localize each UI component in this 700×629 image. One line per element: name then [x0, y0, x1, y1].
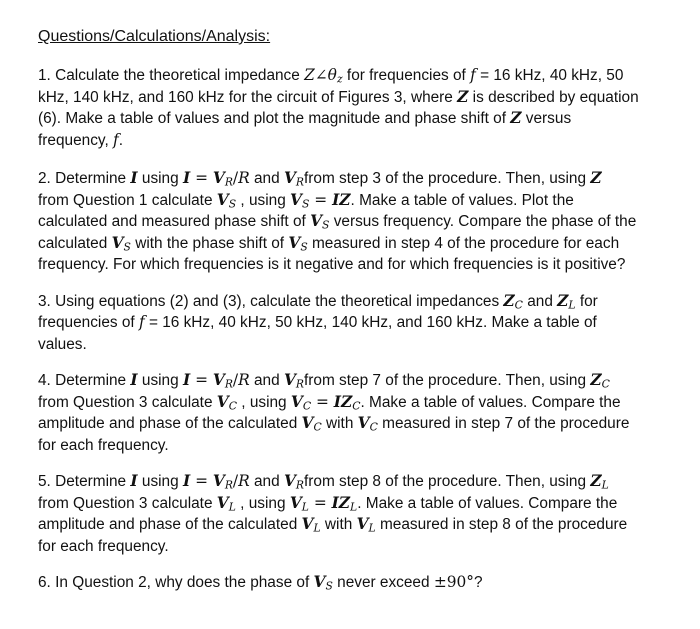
question-number: 1.: [38, 67, 51, 84]
question-number: 4.: [38, 372, 51, 389]
question-line: from Question 3 calculate $V_L$ , using $V_L = IZ_L$. Make a table of values. Compare the: [38, 493, 618, 514]
question-line: kHz, 140 kHz, and 160 kHz for the circuit of Figures 3, where Z is described by equation: [38, 87, 639, 106]
section-heading: Questions/Calculations/Analysis:: [38, 28, 271, 45]
question-number: 5.: [38, 473, 51, 490]
question-line: 3. Using equations (2) and (3), calculate the theoretical impedances $Z_C$ and $Z_L$ for: [38, 291, 598, 312]
question-line: (6). Make a table of values and plot the magnitude and phase shift of Z versus: [38, 109, 572, 127]
question-line: 1. Calculate the theoretical impedance $Z\angle\theta_z$ for frequencies of f = 16 kHz, 40 kHz, 50: [38, 66, 624, 86]
question-line: calculated and measured phase shift of $V_S$ versus frequency. Compare the phase of the: [38, 212, 637, 232]
question-line: frequency. For which frequencies is it negative and for which frequencies is it positive?: [38, 256, 626, 273]
question-1: [38, 65, 678, 151]
question-line: amplitude and phase of the calculated $V_L$ with $V_L$ measured in step 8 of the procedure: [38, 515, 628, 535]
question-line: for each frequency.: [38, 436, 169, 454]
question-number: 6.: [38, 574, 51, 591]
question-line: from Question 3 calculate $V_C$ , using $V_C = IZ_C$. Make a table of values. Compare the: [38, 392, 621, 413]
question-3: [38, 291, 678, 356]
question-line: for each frequency.: [38, 537, 169, 555]
question-line: amplitude and phase of the calculated $V_C$ with $V_C$ measured in step 7 of the procedure: [38, 414, 630, 434]
question-5: [38, 471, 678, 557]
question-line: calculated $V_S$ with the phase shift of $V_S$ measured in step 4 of the procedure for each: [38, 233, 620, 254]
question-line: 6. In Question 2, why does the phase of $V_S$ never exceed ±90°?: [38, 573, 483, 593]
question-4: [38, 370, 678, 456]
question-line: frequencies of f = 16 kHz, 40 kHz, 50 kHz, 140 kHz, and 160 kHz. Make a table of: [38, 313, 597, 331]
question-2: [38, 168, 678, 276]
question-line: 4. Determine I using $I = V_R/R$ and $V_Rfrom$ step 7 of the procedure. Then, using $Z_C$: [38, 371, 610, 391]
question-line: frequency, f.: [38, 130, 123, 149]
question-number: 3.: [38, 292, 51, 310]
question-number: 2.: [38, 170, 51, 187]
question-6: [38, 572, 678, 594]
question-line: from Question 1 calculate $V_S$ , using $V_S$ = IZ. Make a table of values. Plot the: [38, 190, 574, 211]
question-line: 2. Determine I using $I = V_R/R$ and $V_Rfrom$ step 3 of the procedure. Then, using Z: [38, 169, 602, 189]
question-line: 5. Determine I using $I = V_R/R$ and $V_Rfrom$ step 8 of the procedure. Then, using $Z_L$: [38, 472, 609, 492]
questions-document: [38, 26, 678, 594]
question-line: values.: [38, 335, 87, 353]
